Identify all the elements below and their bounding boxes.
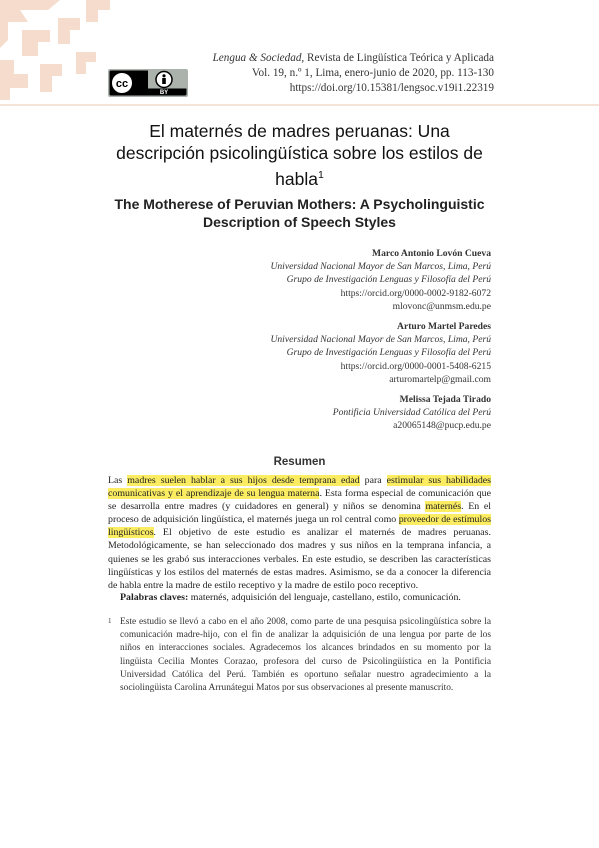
author-block-3: [333, 393, 491, 433]
journal-header: [213, 51, 494, 97]
doi-link[interactable]: https://doi.org/10.15381/lengsoc.v19i1.22319: [289, 82, 494, 95]
corner-decoration: [0, 0, 110, 100]
highlight: maternés: [425, 501, 462, 513]
author-block-2: [270, 320, 491, 386]
by-label: BY: [159, 90, 169, 96]
author-name: Marco Antonio Lovón Cueva: [372, 248, 491, 259]
author-email[interactable]: a20065148@pucp.edu.pe: [393, 420, 491, 432]
author-affiliation: Universidad Nacional Mayor de San Marcos, Lima, Perú: [270, 261, 491, 273]
footnote-number: 1: [108, 617, 112, 625]
author-name: Arturo Martel Paredes: [397, 321, 491, 332]
keywords-label: Palabras claves:: [120, 592, 189, 603]
author-name: Melissa Tejada Tirado: [399, 394, 491, 405]
author-orcid[interactable]: https://orcid.org/0000-0002-9182-6072: [340, 287, 491, 299]
article-title-en: The Motherese of Peruvian Mothers: A Psycholinguistic Description of Speech Styles: [114, 196, 485, 230]
author-affiliation: Grupo de Investigación Lenguas y Filosofía del Perú: [286, 347, 491, 359]
person-icon: [162, 74, 165, 77]
cc-logo-text: cc: [115, 78, 129, 90]
journal-name: Lengua & Sociedad,: [212, 52, 305, 64]
keywords-text: maternés, adquisición del lenguaje, castellano, estilo, comunicación.: [188, 592, 461, 603]
author-email[interactable]: arturomartelp@gmail.com: [389, 373, 491, 385]
journal-subtitle: Revista de Lingüística Teórica y Aplicada: [304, 52, 494, 64]
title-footnote-ref[interactable]: 1: [317, 169, 324, 181]
author-affiliation: Pontificia Universidad Católica del Perú: [332, 407, 491, 419]
abstract-body: Las madres suelen hablar a sus hijos desde temprana edad para estimular sus habilidades comunicativas y el aprendizaje de su lengua materna. Esta forma especial de comunicación que se desarrolla entre madres (y cuidadores en general) y niños se denomina maternés. En el proceso de adquisición lingüística, el maternés juega un rol central como proveedor de estímulos lingüísticos. El objetivo de este estudio es analizar el maternés de madres peruanas. Metodológicamente, se han seleccionado dos madres y sus niños en la temprana infancia, a quienes se les grabó sus interacciones verbales. En este estudio, se describen las características lingüísticas y los estilos del maternés de estas madres. Asimismo, se da a conocer la diferencia de habla entre la madre de estilo receptivo y la madre de estilo poco receptivo.: [108, 475, 491, 591]
header-rule: [0, 104, 599, 106]
author-affiliation: Grupo de Investigación Lenguas y Filosofía del Perú: [286, 274, 491, 286]
footnote-text: Este estudio se llevó a cabo en el año 2008, como parte de una pesquisa psicolingüística sobre la comunicación madre-hijo, con el fin de analizar la adquisición de una lengua por parte de los niños en interacciones sociales. Agradecemos los alcances brindados en su momento por la lingüista Cecilia Montes Corazao, profesora del curso de Psicolingüística en la Pontificia Universidad Católica del Perú. También es oportuno señalar nuestro agradecimiento a la sociolingüista Carolina Arrunátegui Matos por sus observaciones al presente manuscrito.: [120, 617, 491, 694]
author-email[interactable]: mlovonc@unmsm.edu.pe: [392, 300, 491, 312]
cc-by-license-badge[interactable]: [108, 69, 188, 97]
footnote: [108, 616, 491, 695]
highlight: estimular sus habilidades comunicativas y el aprendizaje de su lengua materna: [108, 475, 491, 500]
highlight: madres suelen hablar a sus hijos desde temprana edad: [127, 475, 360, 486]
keywords: [120, 591, 491, 604]
article-title-es: El maternés de madres peruanas: Una descripción psicolingüística sobre los estilos de habla$^1$: [116, 121, 483, 189]
author-block-1: [270, 247, 491, 313]
journal-volume: Vol. 19, n.º 1, Lima, enero-junio de 2020, pp. 113-130: [251, 67, 494, 80]
highlight: proveedor de estímulos lingüísticos: [108, 514, 491, 539]
abstract-heading: Resumen: [273, 456, 326, 468]
author-orcid[interactable]: https://orcid.org/0000-0001-5408-6215: [340, 360, 491, 372]
author-affiliation: Universidad Nacional Mayor de San Marcos, Lima, Perú: [270, 334, 491, 346]
